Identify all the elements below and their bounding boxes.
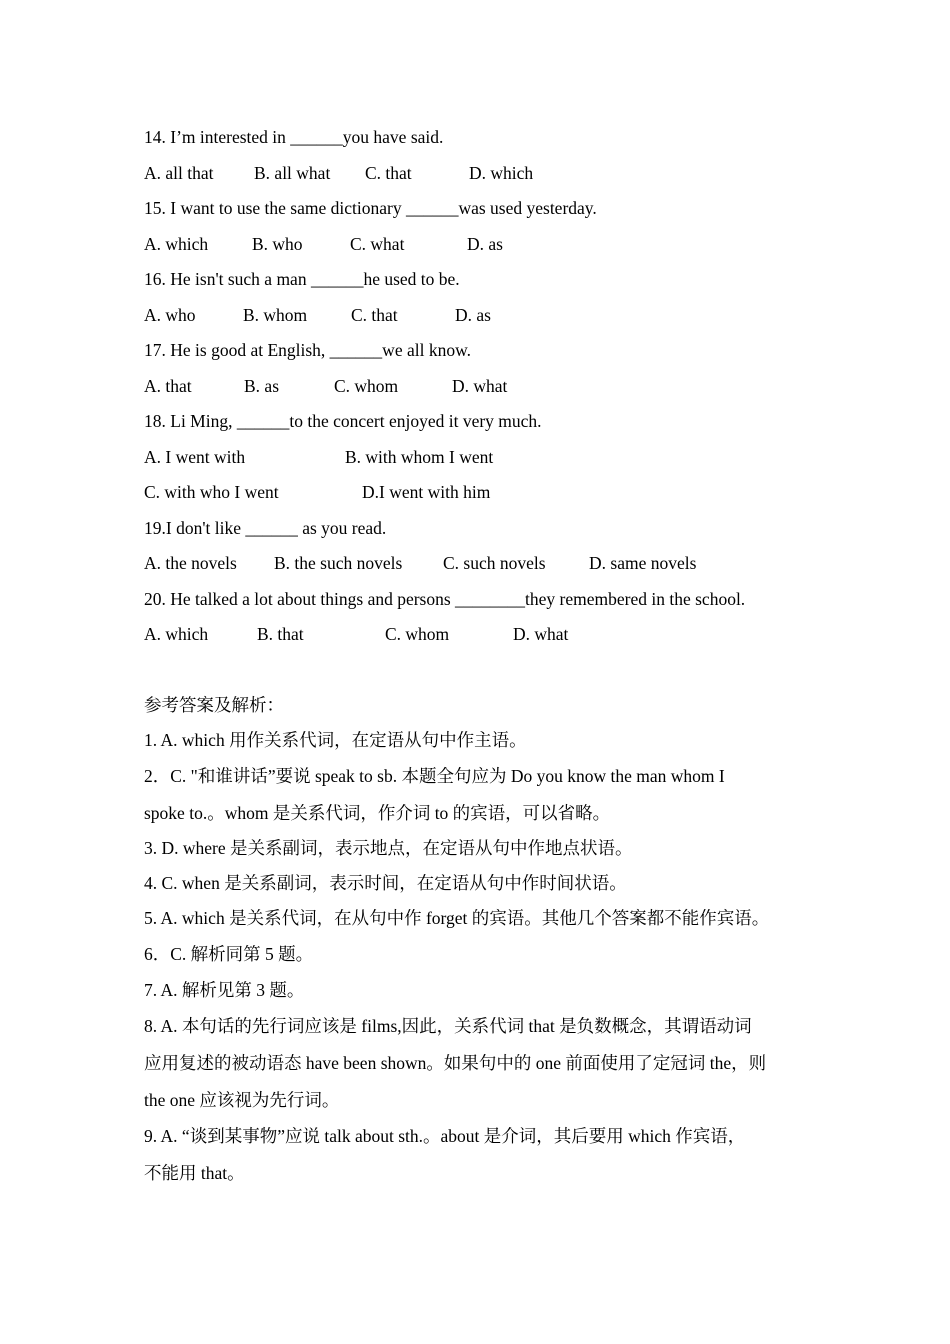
answer-line: 6．C. 解析同第 5 题。: [144, 944, 314, 964]
answer-line: 7. A. 解析见第 3 题。: [144, 980, 305, 1000]
option-d: D.I went with him: [362, 482, 491, 502]
option-a: A. the novels: [144, 553, 237, 573]
option-d: D. as: [455, 305, 491, 325]
option-a: A. all that: [144, 163, 214, 183]
option-a: A. which: [144, 234, 209, 254]
option-b: B. that: [257, 624, 304, 644]
answer-line: 8. A. 本句话的先行词应该是 films,因此，关系代词 that 是负数概念，其谓语动词: [144, 1016, 752, 1036]
answer-line: 5. A. which 是关系代词，在从句中作 forget 的宾语。其他几个答案都不能作宾语。: [144, 908, 770, 928]
question-16-stem: 16. He isn't such a man ______he used to be.: [144, 269, 460, 289]
answer-line: 3. D. where 是关系副词，表示地点，在定语从句中作地点状语。: [144, 838, 633, 858]
answer-line: 1. A. which 用作关系代词，在定语从句中作主语。: [144, 730, 527, 750]
answer-line: 不能用 that。: [144, 1163, 245, 1183]
option-c: C. with who I went: [144, 482, 279, 502]
answer-line: 4. C. when 是关系副词，表示时间，在定语从句中作时间状语。: [144, 873, 627, 893]
option-c: C. that: [365, 163, 412, 183]
answer-line: 2．C. "和谁讲话”要说 speak to sb. 本题全句应为 Do you know the man whom I: [144, 766, 725, 786]
option-a: A. I went with: [144, 447, 246, 467]
question-15-stem: 15. I want to use the same dictionary ______was used yesterday.: [144, 198, 597, 218]
option-c: C. what: [350, 234, 405, 254]
option-b: B. who: [252, 234, 303, 254]
question-18-stem: 18. Li Ming, ______to the concert enjoyed it very much.: [144, 411, 542, 431]
option-c: C. whom: [385, 624, 450, 644]
option-d: D. what: [452, 376, 508, 396]
answer-line: spoke to.。whom 是关系代词，作介词 to 的宾语，可以省略。: [144, 803, 611, 823]
option-d: D. as: [467, 234, 503, 254]
option-b: B. whom: [243, 305, 308, 325]
option-a: A. who: [144, 305, 196, 325]
option-b: B. the such novels: [274, 553, 403, 573]
question-20-stem: 20. He talked a lot about things and persons ________they remembered in the school.: [144, 589, 746, 609]
question-19-stem: 19.I don't like ______ as you read.: [144, 518, 387, 538]
option-b: B. as: [244, 376, 279, 396]
option-c: C. whom: [334, 376, 399, 396]
question-17-stem: 17. He is good at English, ______we all know.: [144, 340, 471, 360]
answer-line: 9. A. “谈到某事物”应说 talk about sth.。about 是介词，其后要用 which 作宾语，: [144, 1126, 746, 1146]
option-b: B. all what: [254, 163, 331, 183]
answer-line: 应用复述的被动语态 have been shown。如果句中的 one 前面使用了定冠词 the，则: [144, 1053, 767, 1073]
option-b: B. with whom I went: [345, 447, 494, 467]
question-14-stem: 14. I’m interested in ______you have said.: [144, 127, 444, 147]
option-a: A. which: [144, 624, 209, 644]
option-c: C. that: [351, 305, 398, 325]
option-c: C. such novels: [443, 553, 546, 573]
answers-heading: 参考答案及解析：: [144, 695, 284, 715]
option-a: A. that: [144, 376, 192, 396]
answer-line: the one 应该视为先行词。: [144, 1090, 340, 1110]
option-d: D. what: [513, 624, 569, 644]
option-d: D. same novels: [589, 553, 697, 573]
option-d: D. which: [469, 163, 534, 183]
